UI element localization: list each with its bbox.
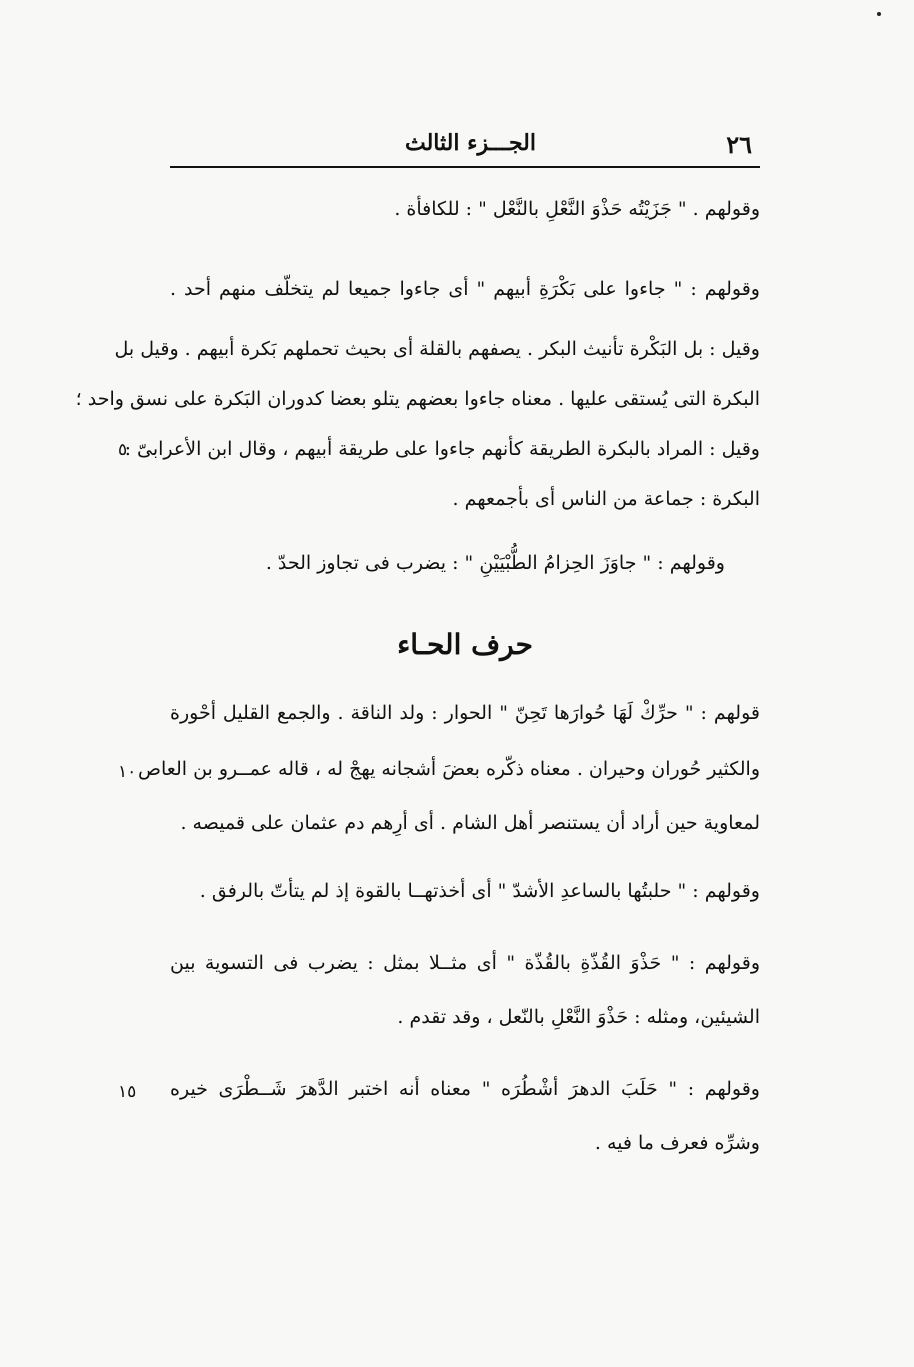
line-number-10: ١٠ [118,762,137,782]
text-line: والكثير حُوران وحيران . معناه ذكّره بعضَ أشجانه يهجْ له ، قاله عمــرو بن العاص [138,758,760,780]
line-number-5: ٥ [118,440,128,460]
text-line: البكرة التى يُستقى عليها . معناه جاءوا بعضهم يتلو بعضا كدوران البَكرة على نسق واحد ؛ [75,388,760,410]
line-number-15: ١٥ [118,1082,137,1102]
text-line: وقولهم : " حَلَبَ الدهرَ أشْطُرَه " معناه أنه اختبر الدَّهرَ شَــطْرَى خيره [170,1078,760,1100]
text-line: وقولهم : " جاوَزَ الحِزامُ الطُّبْيَيْنِ " : يضرب فى تجاوز الحدّ . [265,552,725,574]
text-line: البكرة : جماعة من الناس أى بأجمعهم . [452,488,760,510]
text-line: وقيل : المراد بالبكرة الطريقة كأنهم جاءوا على طريقة أبيهم ، وقال ابن الأعرابىّ : [124,438,760,460]
text-line: وقولهم : " جاءوا على بَكْرَةِ أبيهم " أى جاءوا جميعا لم يتخلّف منهم أحد . [170,278,760,300]
text-line: قولهم : " حرِّكْ لَهَا حُوارَها تَحِنّ " الحوار : ولد الناقة . والجمع القليل أحْورة [170,702,760,724]
section-heading: حرف الحـاء [397,628,533,661]
running-title: الجـــزء الثالث [405,130,536,156]
text-line: لمعاوية حين أراد أن يستنصر أهل الشام . أى أرِهم دم عثمان على قميصه . [180,812,760,834]
text-line: وقولهم : " حلبتُها بالساعدِ الأشدّ " أى أخذتهــا بالقوة إذ لم يتأتّ بالرفق . [199,880,760,902]
text-line: وقولهم : " حَذْوَ القُذّةِ بالقُذّة " أى مثــلا بمثل : يضرب فى التسوية بين [170,952,760,974]
text-line: وقيل : بل البَكْرة تأنيث البكر . يصفهم بالقلة أى بحيث تحملهم بَكرة أبيهم . وقيل بل [114,338,760,360]
text-line: وشرِّه فعرف ما فيه . [594,1132,760,1154]
ink-speck [877,12,881,16]
page-number: ٢٦ [726,130,752,159]
text-line: الشيئين، ومثله : حَذْوَ النَّعْلِ بالنّعل ، وقد تقدم . [397,1006,760,1028]
text-line: وقولهم . " جَزَيْتُه حَذْوَ النَّعْلِ بالنَّعْل " : للكافأة . [394,198,760,220]
